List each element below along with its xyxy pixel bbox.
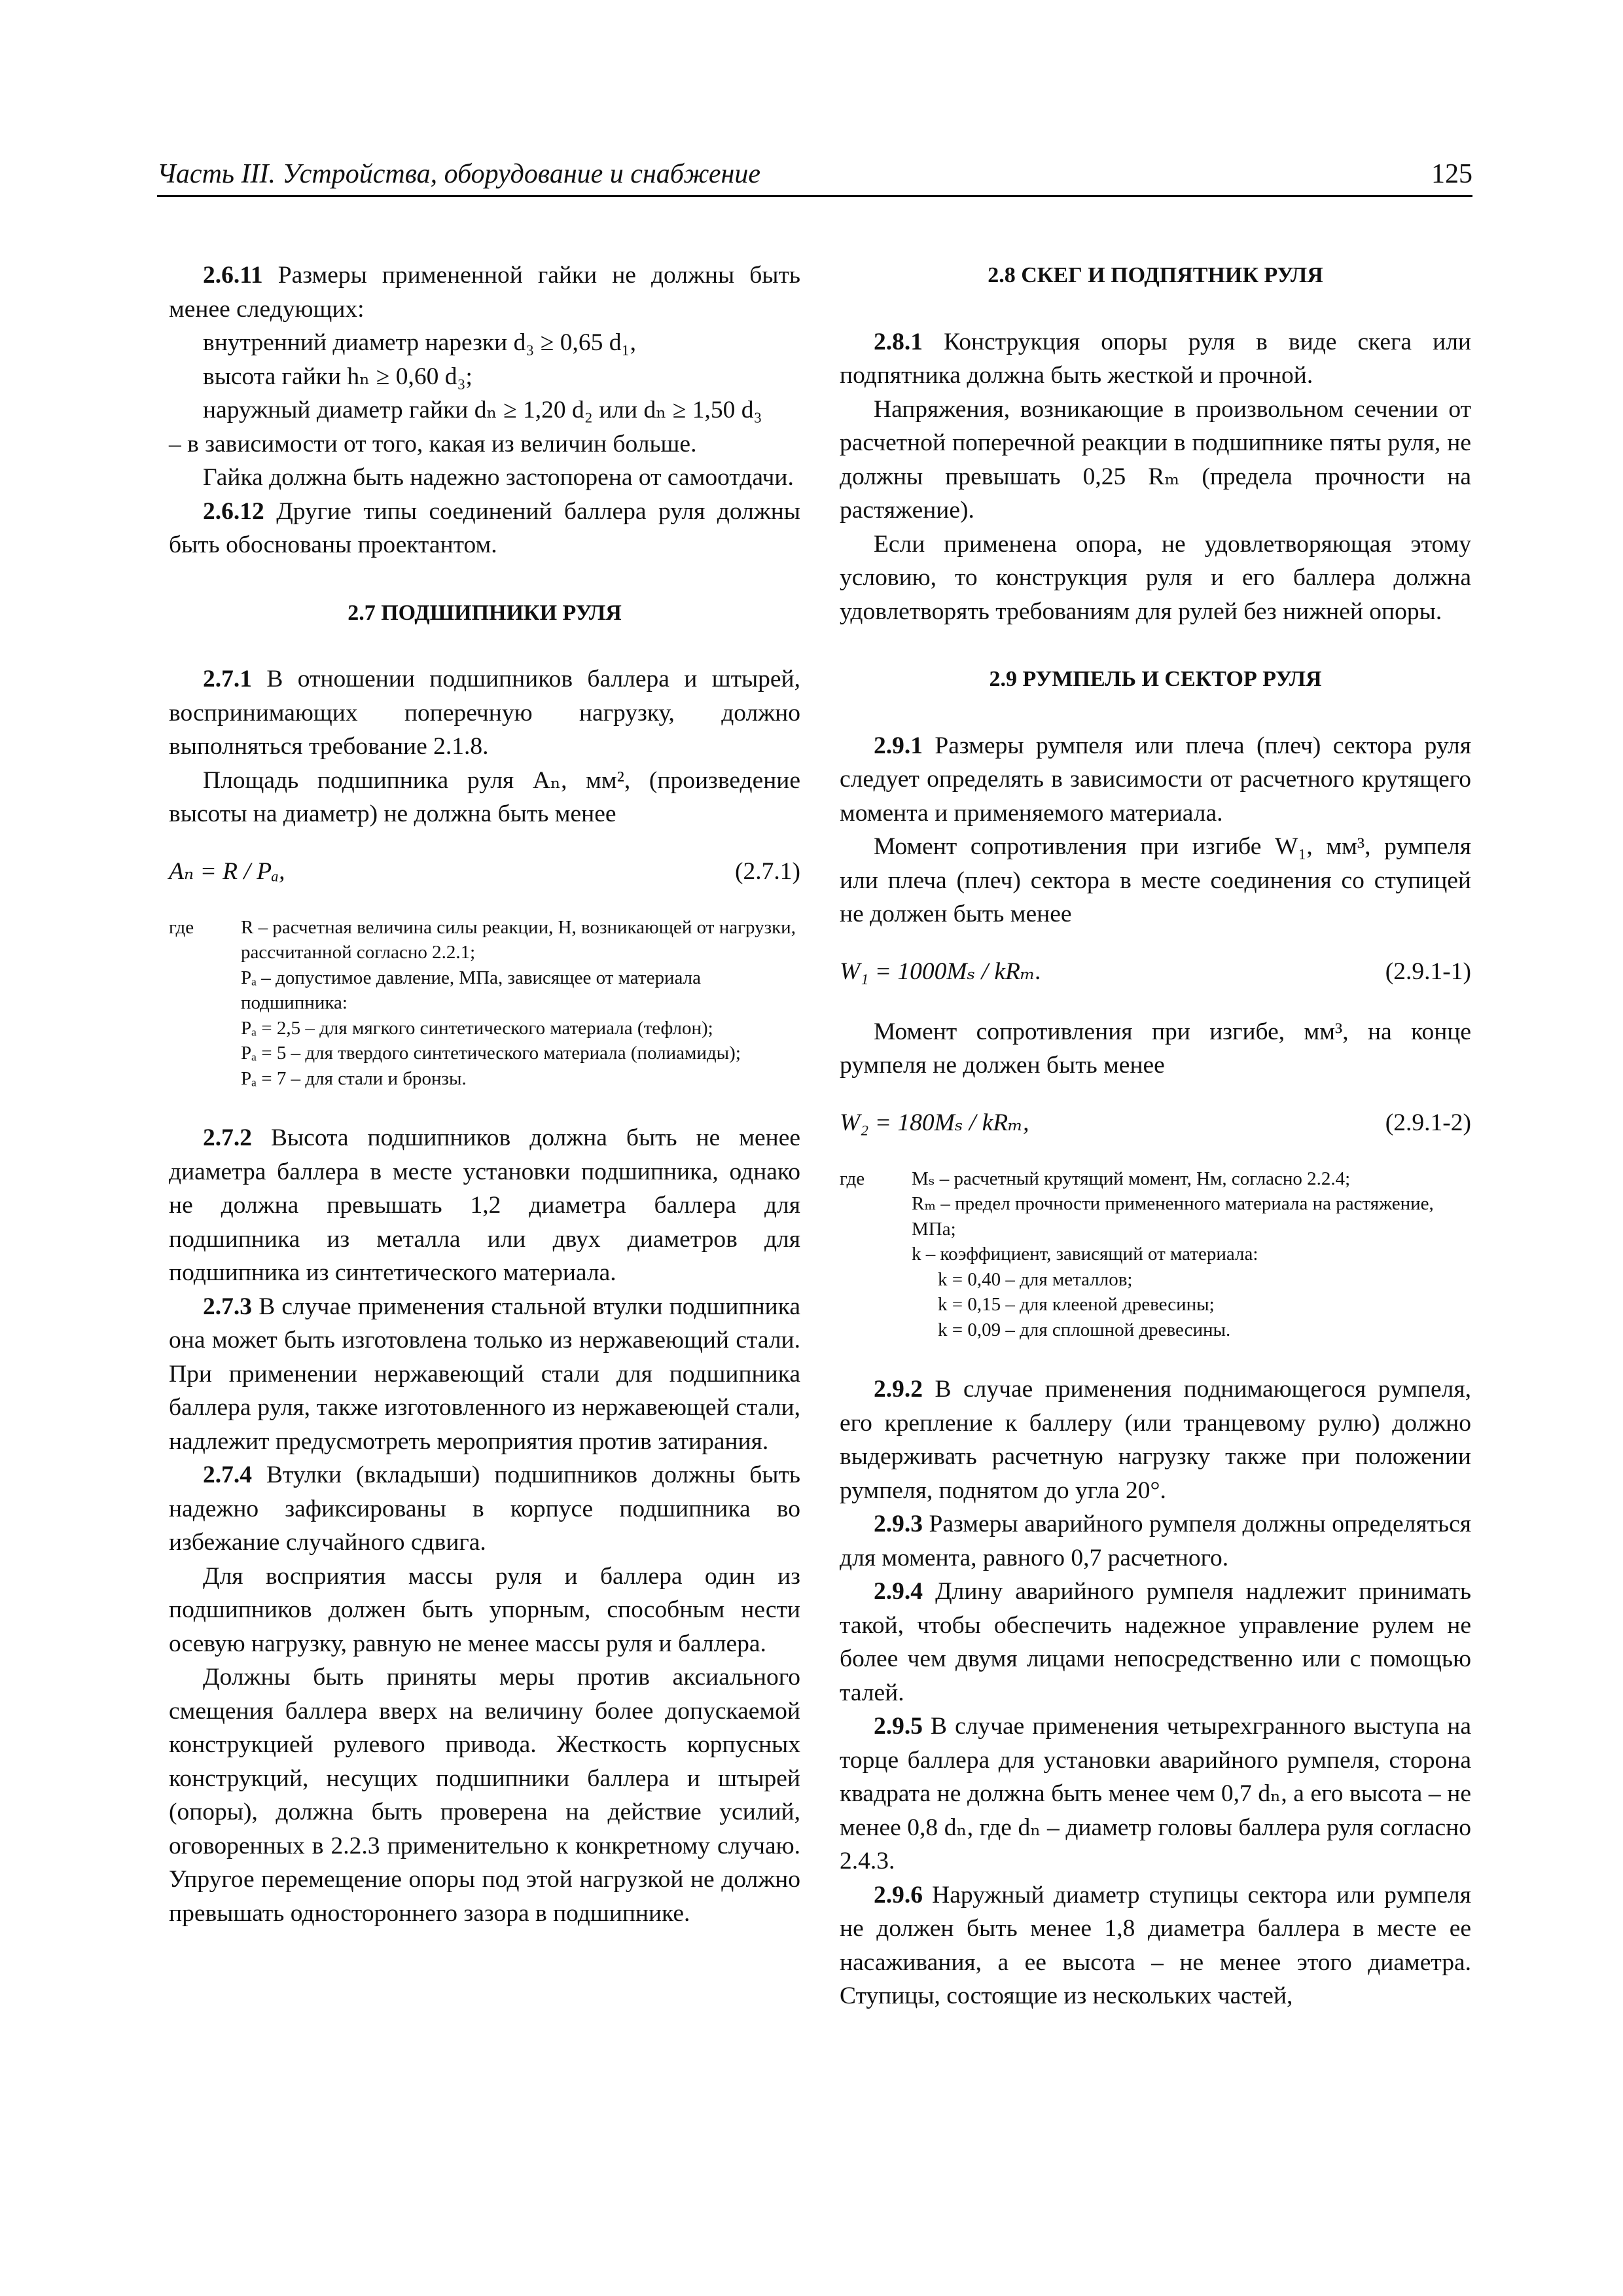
clause-number: 2.9.4: [874, 1578, 923, 1605]
clause-text: Высота подшипников должна быть не менее диаметра баллера в месте установки подшипника, однако не должна превышать 1,2 диаметра баллера для подшипника из металла или двух диаметров для подшипника из синтетического материала.: [169, 1124, 800, 1286]
left-column: [169, 259, 800, 1930]
paragraph-2-9-2: [840, 1372, 1471, 1507]
definition-row: k = 0,09 – для сплошной древесины.: [938, 1319, 1231, 1340]
formula-2-7-1: [169, 855, 800, 894]
nut-requirement-3: наружный диаметр гайки dₙ ≥ 1,20 d₂ или dₙ ≥ 1,50 d₃: [203, 397, 762, 423]
paragraph-2-9-4: [840, 1575, 1471, 1710]
section-heading-2-8: 2.8 СКЕГ И ПОДПЯТНИК РУЛЯ: [988, 263, 1323, 287]
paragraph-section-modulus-2: Момент сопротивления при изгибе, мм³, на конце румпеля не должен быть менее: [840, 1018, 1471, 1079]
paragraph-2-7-3: [169, 1290, 800, 1459]
running-header: [157, 145, 1472, 197]
definition-row: Pₐ = 2,5 – для мягкого синтетического материала (тефлон);: [241, 1017, 713, 1039]
header-title: Часть III. Устройства, оборудование и снабжение: [157, 159, 760, 189]
definition-row: где R – расчетная величина силы реакции, Н, возникающей от нагрузки, рассчитанной согласно 2.2.1;: [169, 915, 800, 965]
clause-text: Размеры примененной гайки не должны быть менее следующих:: [169, 262, 800, 323]
clause-text: Другие типы соединений баллера руля должны быть обоснованы проектантом.: [169, 497, 800, 558]
paragraph-2-6-12: [169, 495, 800, 562]
clause-text: В случае применения стальной втулки подшипника она может быть изготовлена только из нержавеющий стали. При применении нержавеющий стали для подшипника баллера руля, также изготовленного из нержавеющей стали, надлежит предусмотреть мероприятия против затирания.: [169, 1293, 800, 1455]
paragraph-2-6-11: [169, 259, 800, 326]
formula-expression: W₁ = 1000Mₛ / kRₘ.: [840, 958, 1042, 985]
clause-text: В отношении подшипников баллера и штырей, воспринимающих поперечную нагрузку, должно выполняться требование 2.1.8.: [169, 666, 800, 760]
clause-number: 2.9.1: [874, 732, 923, 759]
formula-expression: W₂ = 180Mₛ / kRₘ,: [840, 1109, 1029, 1136]
paragraph-support: Если применена опора, не удовлетворяющая этому условию, то конструкция руля и его баллера должна удовлетворять требованиям для рулей без нижней опоры.: [840, 530, 1471, 625]
clause-text: Длину аварийного румпеля надлежит принимать такой, чтобы обеспечить надежное управление рулем не более чем двумя лицами непосредственно или с помощью талей.: [840, 1578, 1471, 1706]
clause-text: Наружный диаметр ступицы сектора или румпеля не должен быть менее 1,8 диаметра баллера в месте ее насаживания, а ее высота – не менее этого диаметра. Ступицы, состоящие из нескольких частей,: [840, 1881, 1471, 2009]
formula-expression: Aₙ = R / Pₐ,: [169, 857, 285, 885]
formula-2-9-1-1: [840, 955, 1471, 994]
formula-number: (2.9.1-2): [1385, 1109, 1471, 1136]
clause-text: В случае применения поднимающегося румпеля, его крепление к баллеру (или транцевому рулю) должно выдерживать расчетную нагрузку также при положении румпеля, поднятом до угла 20°.: [840, 1376, 1471, 1504]
clause-number: 2.7.1: [203, 666, 252, 692]
definition-row: k – коэффициент, зависящий от материала:: [912, 1244, 1258, 1265]
paragraph-section-modulus-1: Момент сопротивления при изгибе W₁, мм³, румпеля или плеча (плеч) сектора в месте соединения со ступицей не должен быть менее: [840, 833, 1471, 927]
paragraph-2-7-2: [169, 1121, 800, 1290]
clause-text: Втулки (вкладыши) подшипников должны быть надежно зафиксированы в корпусе подшипника во избежание случайного сдвига.: [169, 1462, 800, 1556]
clause-number: 2.6.12: [203, 497, 264, 525]
where-label: где: [840, 1168, 865, 1189]
nut-requirement-2: высота гайки hₙ ≥ 0,60 d₃;: [203, 363, 473, 390]
definition-row: Pₐ = 5 – для твердого синтетического материала (полиамиды);: [241, 1043, 741, 1064]
page-number: 125: [1431, 159, 1472, 189]
paragraph-2-9-1: [840, 729, 1471, 831]
formula-number: (2.7.1): [735, 857, 800, 885]
clause-number: 2.8.1: [874, 328, 923, 355]
paragraph-2-9-5: [840, 1710, 1471, 1878]
clause-text: Размеры румпеля или плеча (плеч) сектора руля следует определять в зависимости от расчетного крутящего момента и применяемого материала.: [840, 732, 1471, 827]
section-heading-2-7: 2.7 ПОДШИПНИКИ РУЛЯ: [348, 600, 622, 625]
paragraph-thrust-bearing: Для восприятия массы руля и баллера один из подшипников должен быть упорным, способным нести осевую нагрузку, равную не менее массы руля и баллера.: [169, 1562, 800, 1657]
paragraph-bearing-area: Площадь подшипника руля Aₙ, мм², (произведение высоты на диаметр) не должна быть менее: [169, 766, 800, 827]
paragraph-2-7-4: [169, 1458, 800, 1560]
definitions-2-7-1: [169, 915, 800, 1092]
paragraph-2-9-3: [840, 1507, 1471, 1575]
paragraph-2-9-6: [840, 1878, 1471, 2013]
formula-2-9-1-2: [840, 1106, 1471, 1145]
definitions-2-9-1: [840, 1166, 1471, 1343]
right-column: [840, 259, 1471, 2013]
clause-number: 2.9.3: [874, 1511, 923, 1537]
paragraph-2-7-1: [169, 662, 800, 764]
nut-requirement-1: внутренний диаметр нарезки d₃ ≥ 0,65 d₁,: [203, 329, 636, 356]
definition-row: k = 0,40 – для металлов;: [938, 1268, 1133, 1290]
paragraph-nut-locking: Гайка должна быть надежно застопорена от самоотдачи.: [203, 464, 794, 491]
definition-row: k = 0,15 – для клееной древесины;: [938, 1294, 1215, 1315]
definition-row: где Mₛ – расчетный крутящий момент, Нм, согласно 2.2.4;: [840, 1166, 1471, 1192]
definition-row: Pₐ – допустимое давление, МПа, зависящее от материала подшипника:: [241, 967, 701, 1013]
paragraph-stresses: Напряжения, возникающие в произвольном сечении от расчетной поперечной реакции в подшипнике пяты руля, не должны превышать 0,25 Rₘ (предела прочности на растяжение).: [840, 395, 1471, 524]
definition-row: Rₘ – предел прочности примененного материала на растяжение, МПа;: [912, 1193, 1434, 1240]
definition-row: Pₐ = 7 – для стали и бронзы.: [241, 1067, 467, 1089]
section-heading-2-9: 2.9 РУМПЕЛЬ И СЕКТОР РУЛЯ: [989, 667, 1322, 691]
clause-number: 2.7.2: [203, 1124, 252, 1151]
clause-text: Конструкция опоры руля в виде скега или подпятника должна быть жесткой и прочной.: [840, 328, 1471, 389]
clause-number: 2.7.4: [203, 1462, 252, 1488]
clause-number: 2.6.11: [203, 262, 263, 289]
clause-text: В случае применения четырехгранного выступа на торце баллера для установки аварийного румпеля, сторона квадрата не должна быть менее чем 0,7 dₙ, а его высота – не менее 0,8 dₙ, где dₙ – диаметр головы баллера руля согласно 2.4.3.: [840, 1713, 1471, 1874]
formula-number: (2.9.1-1): [1385, 958, 1471, 985]
clause-number: 2.9.6: [874, 1881, 923, 1909]
clause-number: 2.7.3: [203, 1293, 252, 1320]
clause-text: Размеры аварийного румпеля должны определяться для момента, равного 0,7 расчетного.: [840, 1511, 1471, 1571]
where-label: где: [169, 916, 194, 938]
paragraph-2-8-1: [840, 325, 1471, 393]
clause-number: 2.9.2: [874, 1376, 923, 1403]
clause-number: 2.9.5: [874, 1713, 923, 1740]
nut-requirement-4: – в зависимости от того, какая из величин больше.: [169, 430, 697, 457]
paragraph-axial-displacement: Должны быть приняты меры против аксиального смещения баллера вверх на величину более допускаемой конструкцией рулевого привода. Жесткость корпусных конструкций, несущих подшипники баллера и штырей (опоры), должна быть проверена на действие усилий, оговоренных в 2.2.3 применительно к конкретному случаю. Упругое перемещение опоры под этой нагрузкой не должно превышать одностороннего зазора в подшипнике.: [169, 1664, 800, 1927]
